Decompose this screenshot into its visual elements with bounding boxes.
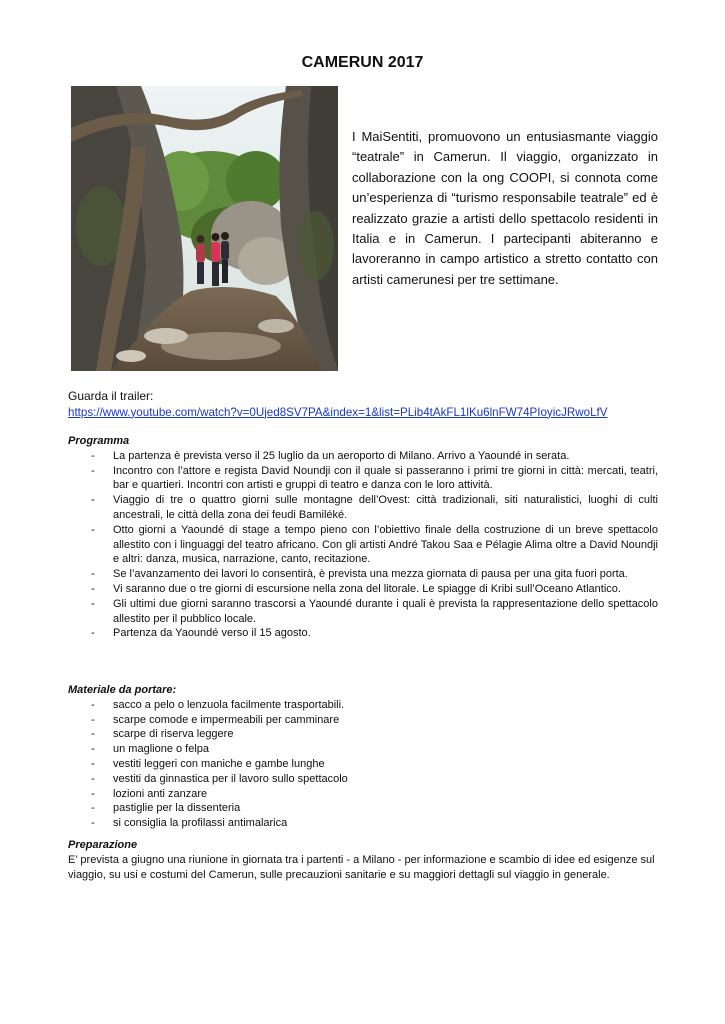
preparazione-heading: Preparazione (68, 839, 138, 851)
page-title: CAMERUN 2017 (301, 54, 424, 71)
preparazione-text: E’ prevista a giugno una riunione in giornata tra i partenti - a Milano - per informazione e scambio di idee ed esigenze sul viaggio, su usi e costumi del Camerun, sulle precauzioni sanitarie e su maggiori dettagli sul viaggio in generale. (68, 853, 655, 881)
programma-heading: Programma (68, 435, 130, 447)
list-item: - Viaggio di tre o quattro giorni sulle montagne dell’Ovest: città tradizionali, siti naturalistici, luoghi di culti ancestrali, le città della zona dei feudi Bamiléké. (68, 493, 658, 523)
list-item: - Gli ultimi due giorni saranno trascorsi a Yaoundé durante i quali è prevista la rappresentazione dello spettacolo allestito per il pubblico locale. (68, 597, 658, 627)
list-item: - si consiglia la profilassi antimalarica (68, 816, 658, 831)
materiale-section (68, 683, 658, 831)
trailer-link[interactable]: https://www.youtube.com/watch?v=0Ujed8SV7PA&index=1&list=PLib4tAkFL1lKu6lnFW74PIoyicJRwoLfV (68, 405, 608, 419)
programma-section (68, 434, 658, 641)
landscape-photo (71, 86, 338, 371)
list-item: - lozioni anti zanzare (68, 787, 658, 802)
materiale-heading: Materiale da portare: (68, 684, 177, 696)
list-item: - La partenza è prevista verso il 25 luglio da un aeroporto di Milano. Arrivo a Yaoundé in serata. (68, 449, 658, 464)
list-item: - un maglione o felpa (68, 742, 658, 757)
trailer-label: Guarda il trailer: (68, 389, 154, 403)
list-item: - vestiti da ginnastica per il lavoro sullo spettacolo (68, 772, 658, 787)
list-item: - scarpe comode e impermeabili per camminare (68, 713, 658, 728)
list-item: - Partenza da Yaoundé verso il 15 agosto. (68, 626, 658, 641)
list-item: - Se l’avanzamento dei lavori lo consentirà, è prevista una mezza giornata di pausa per una gita fuori porta. (68, 567, 658, 582)
list-item: - Incontro con l’attore e regista David Noundji con il quale si passeranno i primi tre giorni in città: mercati, teatri, bar e quartieri. Incontri con artisti e gruppi di teatro e danza con le loro attività. (68, 464, 658, 494)
list-item: - Otto giorni a Yaoundé di stage a tempo pieno con l’obiettivo finale della costruzione di un breve spettacolo allestito con i linguaggi del teatro africano. Con gli artisti André Takou Saa e Pélagie Alima oltre a David Noundji e altri: danza, musica, narrazione, canto, recitazione. (68, 523, 658, 567)
materiale-list (68, 698, 658, 831)
list-item: - pastiglie per la dissenteria (68, 801, 658, 816)
list-item: - Vi saranno due o tre giorni di escursione nella zona del litorale. Le spiagge di Kribi sull’Oceano Atlantico. (68, 582, 658, 597)
list-item: - vestiti leggeri con maniche e gambe lunghe (68, 757, 658, 772)
trailer-section (68, 389, 668, 420)
intro-paragraph: I MaiSentiti, promuovono un entusiasmante viaggio “teatrale” in Camerun. Il viaggio, organizzato in collaborazione con la ong COOPI, si connota come un’esperienza di “turismo responsabile teatrale” ed è realizzato grazie a artisti dello spettacolo residenti in Italia e in Camerun. I partecipanti abiteranno e lavoreranno in campo artistico a stretto contatto con artisti camerunesi per tre settimane. (352, 129, 658, 287)
list-item: - scarpe di riserva leggere (68, 727, 658, 742)
programma-list (68, 449, 658, 641)
preparazione-section (68, 838, 658, 882)
list-item: - sacco a pelo o lenzuola facilmente trasportabili. (68, 698, 658, 713)
